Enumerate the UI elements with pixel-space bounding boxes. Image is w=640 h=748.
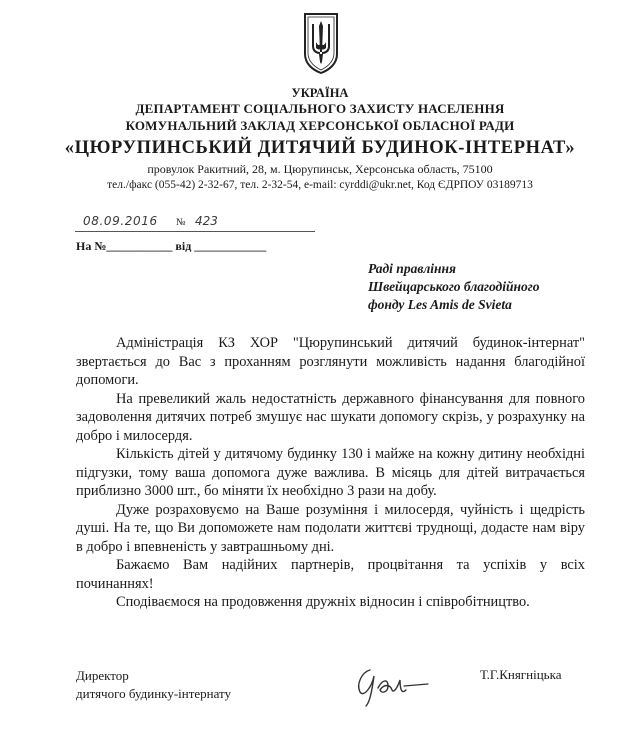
recipient-line: Раді правління	[368, 261, 456, 276]
incoming-reference-line: На №___________ від ____________	[76, 239, 267, 253]
body-paragraph: Дуже розраховуємо на Ваше розуміння і милосердя, чуйність і щедрість душі. На те, що Ви допоможете нам подолати життєві труднощі, додасте нам віру в добро і впевненість у завтрашньому дні.	[76, 501, 585, 555]
body-paragraph: Кількість дітей у дитячому будинку 130 і майже на кожну дитину необхідні підгузки, тому ваша допомога дуже важлива. В місяць для дітей витрачається приблизно 3000 шт., бо міняти їх необхідно 3 рази на добу.	[76, 446, 585, 499]
trident-emblem-icon	[301, 12, 341, 74]
signer-role: Директор	[76, 668, 129, 683]
letter-body	[76, 334, 585, 612]
body-paragraph: Бажаємо Вам надійних партнерів, процвітання та успіхів у всіх починаннях!	[76, 557, 585, 592]
header-department: ДЕПАРТАМЕНТ СОЦІАЛЬНОГО ЗАХИСТУ НАСЕЛЕННЯ	[135, 101, 505, 116]
outgoing-date: 08.09.2016	[83, 214, 158, 228]
signer-name: Т.Г.Княгніцька	[480, 667, 562, 682]
outgoing-number-label: №	[176, 217, 186, 228]
signer-role-institution: дитячого будинку-інтернату	[76, 686, 232, 701]
header-institution: КОМУНАЛЬНИЙ ЗАКЛАД ХЕРСОНСЬКОЇ ОБЛАСНОЇ РАДИ	[125, 118, 515, 133]
recipient-line: фонду Les Amis de Svieta	[368, 297, 512, 312]
body-paragraph: На превеликий жаль недостатність державного фінансування для повного задоволення дитячих потреб змушує нас шукати допомогу скрізь, у розрахунку на добро і милосердя.	[76, 390, 585, 444]
recipient-line: Швейцарського благодійного	[368, 279, 540, 294]
header-country: УКРАЇНА	[291, 86, 349, 100]
handwritten-signature-icon	[348, 662, 432, 708]
header-address: провулок Ракитний, 28, м. Цюрупинськ, Херсонська область, 75100	[147, 162, 493, 176]
body-paragraph: Адміністрація КЗ ХОР "Цюрупинський дитячий будинок-інтернат" звертається до Вас з проханням розглянути можливість надання благодійної допомоги.	[76, 335, 585, 388]
header-organization-name: «ЦЮРУПИНСЬКИЙ ДИТЯЧИЙ БУДИНОК-ІНТЕРНАТ»	[64, 138, 576, 158]
body-paragraph: Сподіваємося на продовження дружніх відносин і співробітництво.	[116, 594, 530, 610]
header-contacts: тел./факс (055-42) 2-32-67, тел. 2-32-54, e-mail: cyrddi@ukr.net, Код ЄДРПОУ 03189713	[107, 179, 533, 191]
reference-underline	[75, 231, 315, 232]
outgoing-number: 423	[195, 214, 218, 228]
